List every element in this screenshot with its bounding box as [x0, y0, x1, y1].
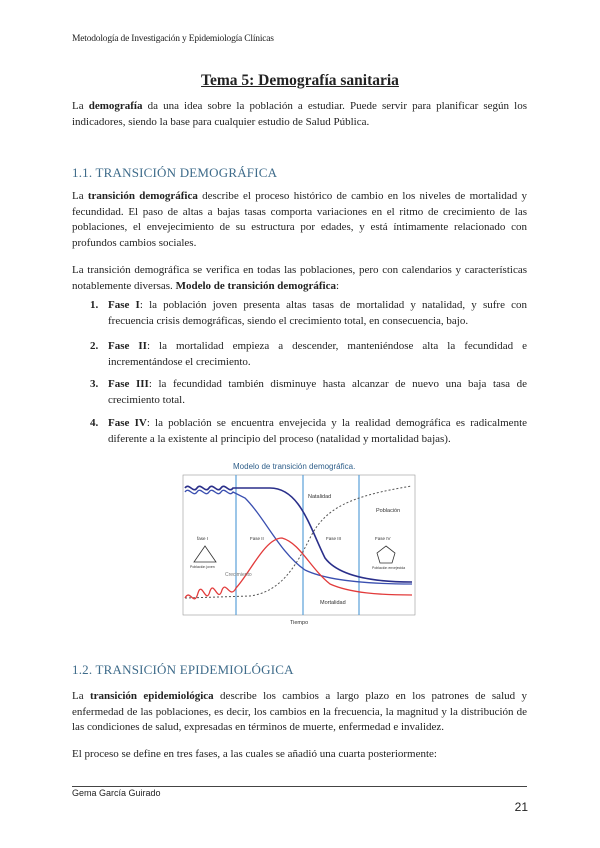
phase-item-2	[90, 339, 527, 370]
figure-title: Modelo de transición demográfica.	[233, 462, 356, 471]
epidemiological-paragraph-2: El proceso se define en tres fases, a las cuales se añadió una cuarta posteriormente:	[72, 748, 437, 760]
intro-post: da una idea sobre la población a estudiar. Puede servir para planificar según los indicadores, siendo la base para cualquier estudio de Salud Pública.	[72, 100, 527, 128]
label-aged-population: Población envejecida	[372, 566, 406, 570]
phase-text: : la fecundidad también disminuye hasta alcanzar de nuevo una baja tasa de crecimiento total.	[108, 378, 528, 406]
label-young-population: Población joven	[190, 565, 215, 569]
demographic-paragraph-2	[72, 263, 527, 294]
phase-item-1	[90, 298, 527, 329]
phase-label: Fase I	[108, 299, 140, 311]
phase-text: : la población se encuentra envejecida y la realidad demográfica es radicalmente diferente a la existente al principio del proceso (natalidad y mortalidad bajas).	[108, 417, 528, 445]
label-fase-2: Fase II	[250, 536, 264, 541]
section-heading-epidemiological: 1.2. TRANSICIÓN EPIDEMIOLÓGICA	[72, 662, 294, 677]
phase-text: : la mortalidad empieza a descender, manteniéndose alta la fecundidad e incrementándose el crecimiento.	[108, 340, 527, 368]
label-mortalidad: Mortalidad	[320, 600, 346, 606]
intro-pre: La	[72, 100, 89, 112]
label-fase-1: fase I	[197, 536, 209, 541]
phase-label: Fase II	[108, 340, 147, 352]
phase-number: 4.	[90, 417, 99, 429]
phase-number: 2.	[90, 340, 99, 352]
phase-text: : la población joven presenta altas tasas de mortalidad y natalidad, y sufre con frecuencia crisis demográficas, siendo el crecimiento total, en consecuencia, bajo.	[108, 299, 528, 327]
section-heading-demographic: 1.1. TRANSICIÓN DEMOGRÁFICA	[72, 165, 278, 180]
phase-number: 1.	[90, 299, 99, 311]
page-title: Tema 5: Demografía sanitaria	[201, 72, 399, 89]
footer-divider	[72, 786, 527, 787]
phase-number: 3.	[90, 378, 99, 390]
p2-pre: La transición demográfica se verifica en todas las poblaciones, pero con calendarios y características notablemente diversas.	[72, 264, 527, 292]
running-header: Metodología de Investigación y Epidemiología Clínicas	[72, 34, 274, 44]
label-fase-4: Fase IV	[375, 536, 391, 541]
e-p1-bold-term: transición epidemiológica	[89, 690, 214, 702]
label-poblacion: Población	[376, 508, 401, 514]
label-natalidad: Natalidad	[308, 494, 332, 500]
phase-item-3	[90, 377, 527, 408]
e-p1-pre: La	[72, 690, 90, 702]
intro-paragraph	[72, 99, 527, 130]
label-fase-3: Fase III	[326, 536, 342, 541]
demographic-transition-figure	[150, 458, 450, 638]
phase-label: Fase IV	[108, 417, 147, 429]
p1-post: describe el proceso histórico de cambio en los niveles de mortalidad y fecundidad. El paso de altas a bajas tasas comporta variaciones en el ritmo de crecimiento de las poblaciones, el envejecimiento de su estructura por edades, y está íntimamente relacionado con profundos cambios sociales.	[72, 190, 527, 249]
phase-label: Fase III	[108, 378, 149, 390]
e-p1-post: describe los cambios a largo plazo en los patrones de salud y enfermedad de las poblaciones, es decir, los cambios en la frecuencia, la magnitud y la distribución de las condiciones de salud, expresadas en términos de muerte, enfermedad e invalidez.	[72, 690, 527, 733]
p2-bold-term: Modelo de transición demográfica	[175, 279, 336, 292]
phase-item-4	[90, 416, 527, 447]
p1-pre: La	[72, 190, 88, 202]
p2-post: :	[335, 279, 340, 292]
label-tiempo: Tiempo	[290, 620, 309, 626]
footer-author: Gema García Guirado	[72, 788, 161, 798]
intro-bold-term: demografía	[88, 100, 143, 112]
p1-bold-term: transición demográfica	[87, 190, 198, 202]
demographic-paragraph-1	[72, 189, 527, 251]
epidemiological-paragraph-1	[72, 689, 527, 736]
page-number: 21	[514, 800, 528, 814]
label-crecimiento: Crecimiento	[225, 572, 252, 578]
